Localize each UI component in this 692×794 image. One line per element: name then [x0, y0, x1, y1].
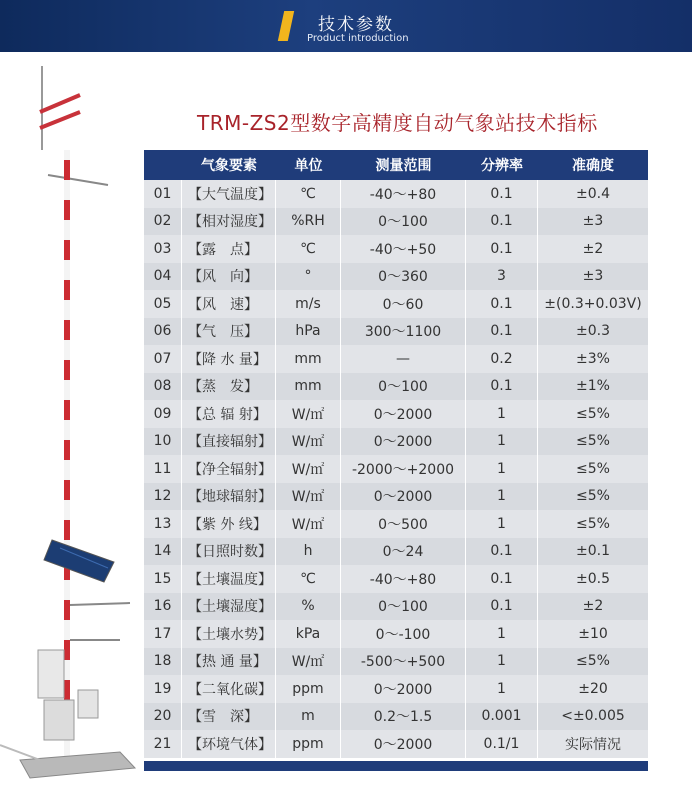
row-resolution: 1 — [466, 400, 538, 428]
row-accuracy: ±0.4 — [576, 185, 610, 202]
row-accuracy: ≤5% — [576, 515, 610, 532]
row-element: 【净全辐射】 — [182, 455, 276, 483]
row-element: 【雪 深】 — [182, 703, 276, 731]
row-range: 0～360 — [341, 263, 466, 291]
row-element: 【热 通 量】 — [182, 648, 276, 676]
row-range: 0～2000 — [341, 675, 466, 703]
row-range: 0～2000 — [341, 483, 466, 511]
table-row — [144, 565, 648, 593]
row-unit: W/㎡ — [276, 510, 341, 538]
row-element: 【土壤温度】 — [182, 565, 276, 593]
header-index — [144, 150, 182, 180]
row-accuracy: ±(0.3+0.03V) — [544, 295, 642, 312]
table-row — [144, 538, 648, 566]
row-resolution: 1 — [466, 428, 538, 456]
row-accuracy: ±0.1 — [576, 543, 610, 560]
row-index: 16 — [144, 593, 182, 621]
header-banner — [0, 0, 692, 52]
row-unit: W/㎡ — [276, 455, 341, 483]
row-index: 20 — [144, 703, 182, 731]
row-range: -2000～+2000 — [341, 455, 466, 483]
row-range: 0～100 — [341, 373, 466, 401]
row-accuracy: ±3 — [582, 268, 604, 285]
row-unit: W/㎡ — [276, 400, 341, 428]
row-resolution: 0.1 — [466, 593, 538, 621]
row-element: 【土壤湿度】 — [182, 593, 276, 621]
row-accuracy: ≤5% — [576, 433, 610, 450]
row-element: 【风 速】 — [182, 290, 276, 318]
page-title: TRM-ZS2型数字高精度自动气象站技术指标 — [197, 111, 598, 135]
table-footer-bar — [144, 761, 648, 771]
row-range: 0.2～1.5 — [341, 703, 466, 731]
table-row — [144, 180, 648, 208]
row-unit: m/s — [276, 290, 341, 318]
row-element: 【紫 外 线】 — [182, 510, 276, 538]
row-accuracy: ≤5% — [576, 460, 610, 477]
row-range: 0～100 — [341, 208, 466, 236]
row-unit: W/㎡ — [276, 483, 341, 511]
row-accuracy: ±10 — [578, 625, 608, 642]
row-index: 18 — [144, 648, 182, 676]
row-index: 14 — [144, 538, 182, 566]
row-resolution: 0.1 — [466, 538, 538, 566]
row-accuracy: ±20 — [578, 680, 608, 697]
row-resolution: 1 — [466, 675, 538, 703]
row-unit: ° — [276, 263, 341, 291]
row-unit: % — [276, 593, 341, 621]
row-unit: W/㎡ — [276, 648, 341, 676]
row-index: 17 — [144, 620, 182, 648]
row-element: 【直接辐射】 — [182, 428, 276, 456]
row-range: 300～1100 — [341, 318, 466, 346]
row-index: 10 — [144, 428, 182, 456]
table-row — [144, 428, 648, 456]
weather-station-illustration — [0, 60, 140, 794]
row-index: 19 — [144, 675, 182, 703]
row-resolution: 1 — [466, 455, 538, 483]
row-index: 06 — [144, 318, 182, 346]
row-range: 0～-100 — [341, 620, 466, 648]
row-index: 12 — [144, 483, 182, 511]
row-index: 08 — [144, 373, 182, 401]
row-accuracy: 实际情况 — [565, 736, 621, 753]
table-row — [144, 373, 648, 401]
row-resolution: 0.1 — [466, 180, 538, 208]
row-accuracy: ±0.3 — [576, 323, 610, 340]
row-element: 【蒸 发】 — [182, 373, 276, 401]
row-resolution: 0.001 — [466, 703, 538, 731]
table-row — [144, 263, 648, 291]
row-accuracy: ≤5% — [576, 653, 610, 670]
row-resolution: 0.2 — [466, 345, 538, 373]
row-element: 【大气温度】 — [182, 180, 276, 208]
header-range: 测量范围 — [375, 158, 432, 174]
row-resolution: 0.1 — [466, 565, 538, 593]
row-range: — — [341, 345, 466, 373]
row-index: 15 — [144, 565, 182, 593]
row-resolution: 3 — [466, 263, 538, 291]
row-resolution: 1 — [466, 648, 538, 676]
row-element: 【露 点】 — [182, 235, 276, 263]
table-row — [144, 455, 648, 483]
row-resolution: 1 — [466, 510, 538, 538]
row-index: 02 — [144, 208, 182, 236]
row-resolution: 0.1/1 — [466, 730, 538, 758]
row-unit: m — [276, 703, 341, 731]
row-index: 04 — [144, 263, 182, 291]
row-unit: h — [276, 538, 341, 566]
row-range: 0～24 — [341, 538, 466, 566]
row-range: -40～+80 — [341, 180, 466, 208]
row-element: 【风 向】 — [182, 263, 276, 291]
row-unit: ℃ — [276, 235, 341, 263]
spec-table — [144, 150, 648, 758]
row-accuracy: ±1% — [576, 378, 610, 395]
header-resolution: 分辨率 — [481, 158, 523, 174]
row-index: 21 — [144, 730, 182, 758]
table-row — [144, 510, 648, 538]
row-resolution: 0.1 — [466, 318, 538, 346]
row-index: 13 — [144, 510, 182, 538]
row-unit: mm — [276, 373, 341, 401]
row-range: 0～2000 — [341, 428, 466, 456]
row-range: -40～+80 — [341, 565, 466, 593]
row-resolution: 1 — [466, 620, 538, 648]
table-row — [144, 318, 648, 346]
row-accuracy: ±3% — [576, 350, 610, 367]
row-index: 05 — [144, 290, 182, 318]
row-range: 0～2000 — [341, 730, 466, 758]
table-row — [144, 483, 648, 511]
row-unit: ℃ — [276, 565, 341, 593]
row-accuracy: <±0.005 — [561, 708, 625, 725]
table-row — [144, 345, 648, 373]
row-range: -40～+50 — [341, 235, 466, 263]
table-row — [144, 208, 648, 236]
row-unit: ppm — [276, 730, 341, 758]
row-element: 【土壤水势】 — [182, 620, 276, 648]
row-unit: mm — [276, 345, 341, 373]
row-element: 【环境气体】 — [182, 730, 276, 758]
row-accuracy: ±2 — [582, 598, 604, 615]
table-row — [144, 400, 648, 428]
table-row — [144, 648, 648, 676]
row-range: 0～2000 — [341, 400, 466, 428]
row-unit: W/㎡ — [276, 428, 341, 456]
row-index: 09 — [144, 400, 182, 428]
row-range: 0～100 — [341, 593, 466, 621]
row-accuracy: ≤5% — [576, 488, 610, 505]
table-row — [144, 620, 648, 648]
table-row — [144, 235, 648, 263]
banner-subtitle: Product introduction — [307, 33, 409, 44]
row-element: 【二氧化碳】 — [182, 675, 276, 703]
table-row — [144, 675, 648, 703]
row-element: 【日照时数】 — [182, 538, 276, 566]
row-element: 【地球辐射】 — [182, 483, 276, 511]
row-accuracy: ≤5% — [576, 405, 610, 422]
row-resolution: 0.1 — [466, 208, 538, 236]
row-range: -500～+500 — [341, 648, 466, 676]
row-accuracy: ±3 — [582, 213, 604, 230]
header-element: 气象要素 — [201, 158, 257, 174]
row-unit: kPa — [276, 620, 341, 648]
row-accuracy: ±0.5 — [576, 570, 610, 587]
banner-accent-mark — [278, 11, 294, 41]
banner-title: 技术参数 — [318, 15, 394, 35]
row-index: 01 — [144, 180, 182, 208]
row-unit: ℃ — [276, 180, 341, 208]
row-index: 07 — [144, 345, 182, 373]
header-accuracy: 准确度 — [572, 158, 614, 174]
row-accuracy: ±2 — [582, 240, 604, 257]
row-index: 03 — [144, 235, 182, 263]
row-unit: hPa — [276, 318, 341, 346]
row-element: 【降 水 量】 — [182, 345, 276, 373]
row-range: 0～60 — [341, 290, 466, 318]
row-element: 【相对湿度】 — [182, 208, 276, 236]
row-range: 0～500 — [341, 510, 466, 538]
table-row — [144, 730, 648, 758]
table-row — [144, 703, 648, 731]
row-unit: ppm — [276, 675, 341, 703]
header-unit: 单位 — [294, 158, 323, 174]
row-resolution: 0.1 — [466, 373, 538, 401]
row-element: 【气 压】 — [182, 318, 276, 346]
row-unit: %RH — [276, 208, 341, 236]
row-resolution: 0.1 — [466, 290, 538, 318]
row-resolution: 0.1 — [466, 235, 538, 263]
row-index: 11 — [144, 455, 182, 483]
row-element: 【总 辐 射】 — [182, 400, 276, 428]
table-body — [144, 180, 648, 758]
table-row — [144, 593, 648, 621]
table-header-row — [144, 150, 648, 180]
table-row — [144, 290, 648, 318]
row-resolution: 1 — [466, 483, 538, 511]
